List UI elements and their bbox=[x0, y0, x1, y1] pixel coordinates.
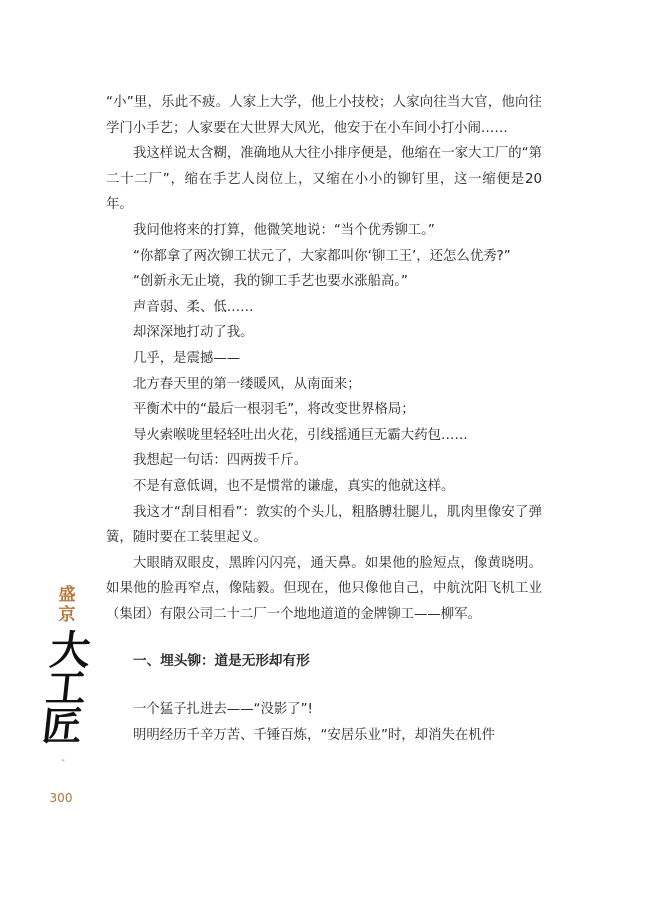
section-heading: 一、埋头铆：道是无形却有形 bbox=[133, 653, 310, 670]
paragraph: 声音弱、柔、低…… bbox=[133, 299, 254, 315]
paragraph: 不是有意低调，也不是惯常的谦虚，真实的他就这样。 bbox=[133, 478, 455, 494]
paragraph: 却深深地打动了我。 bbox=[133, 325, 254, 341]
paragraph: 几乎，是震撼—— bbox=[133, 350, 241, 366]
paragraph: 明明经历千辛万苦、千锤百炼，“安居乐业”时，却消失在机件 bbox=[133, 727, 496, 743]
page-number-dash: - bbox=[61, 755, 65, 766]
paragraph: 我想起一句话：四两拨千斤。 bbox=[133, 453, 308, 469]
paragraph: 平衡术中的“最后一根羽毛”，将改变世界格局； bbox=[133, 402, 415, 418]
paragraph: 北方春天里的第一缕暖风，从南面来； bbox=[133, 376, 361, 392]
series-sidebar bbox=[34, 585, 93, 766]
series-name-small: 盛京 bbox=[54, 585, 75, 625]
paragraph: 我这样说太含糊，准确地从大往小排序便是，他缩在一家大工厂的“第二十二厂”，缩在手艺人岗位上，又缩在小小的铆钉里，这一缩便是20年。 bbox=[106, 146, 542, 213]
paragraph: 我问他将来的打算，他微笑地说：“当个优秀铆工。” bbox=[133, 222, 435, 238]
series-name-calligraphy: 大工匠 bbox=[34, 629, 93, 743]
paragraph: 导火索喉咙里轻轻吐出火花，引线摇通巨无霸大药包…… bbox=[133, 427, 468, 443]
page-number: 300 bbox=[49, 791, 73, 805]
paragraph: “小”里，乐此不疲。人家上大学，他上小技校；人家向往当大官，他向往学门小手艺；人家要在大世界大风光，他安于在小车间小打小闹…… bbox=[106, 95, 542, 136]
paragraph: “你都拿了两次铆工状元了，大家都叫你‘铆工王’，还怎么优秀?” bbox=[133, 248, 511, 264]
body-text bbox=[106, 90, 542, 748]
paragraph: “创新永无止境，我的铆工手艺也要水涨船高。” bbox=[133, 274, 408, 290]
paragraph: 大眼睛双眼皮，黑眸闪闪亮，通天鼻。如果他的脸短点，像黄晓明。如果他的脸再窄点，像陆毅。但现在，他只像他自己，中航沈阳飞机工业（集团）有限公司二十二厂一个地地道道的金牌铆工——柳军。 bbox=[106, 555, 542, 622]
paragraph: 一个猛子扎进去——“没影了”! bbox=[133, 702, 313, 718]
paragraph: 我这才“刮目相看”：敦实的个头儿，粗胳膊壮腿儿，肌肉里像安了弹簧，随时要在工装里起义。 bbox=[106, 504, 542, 546]
